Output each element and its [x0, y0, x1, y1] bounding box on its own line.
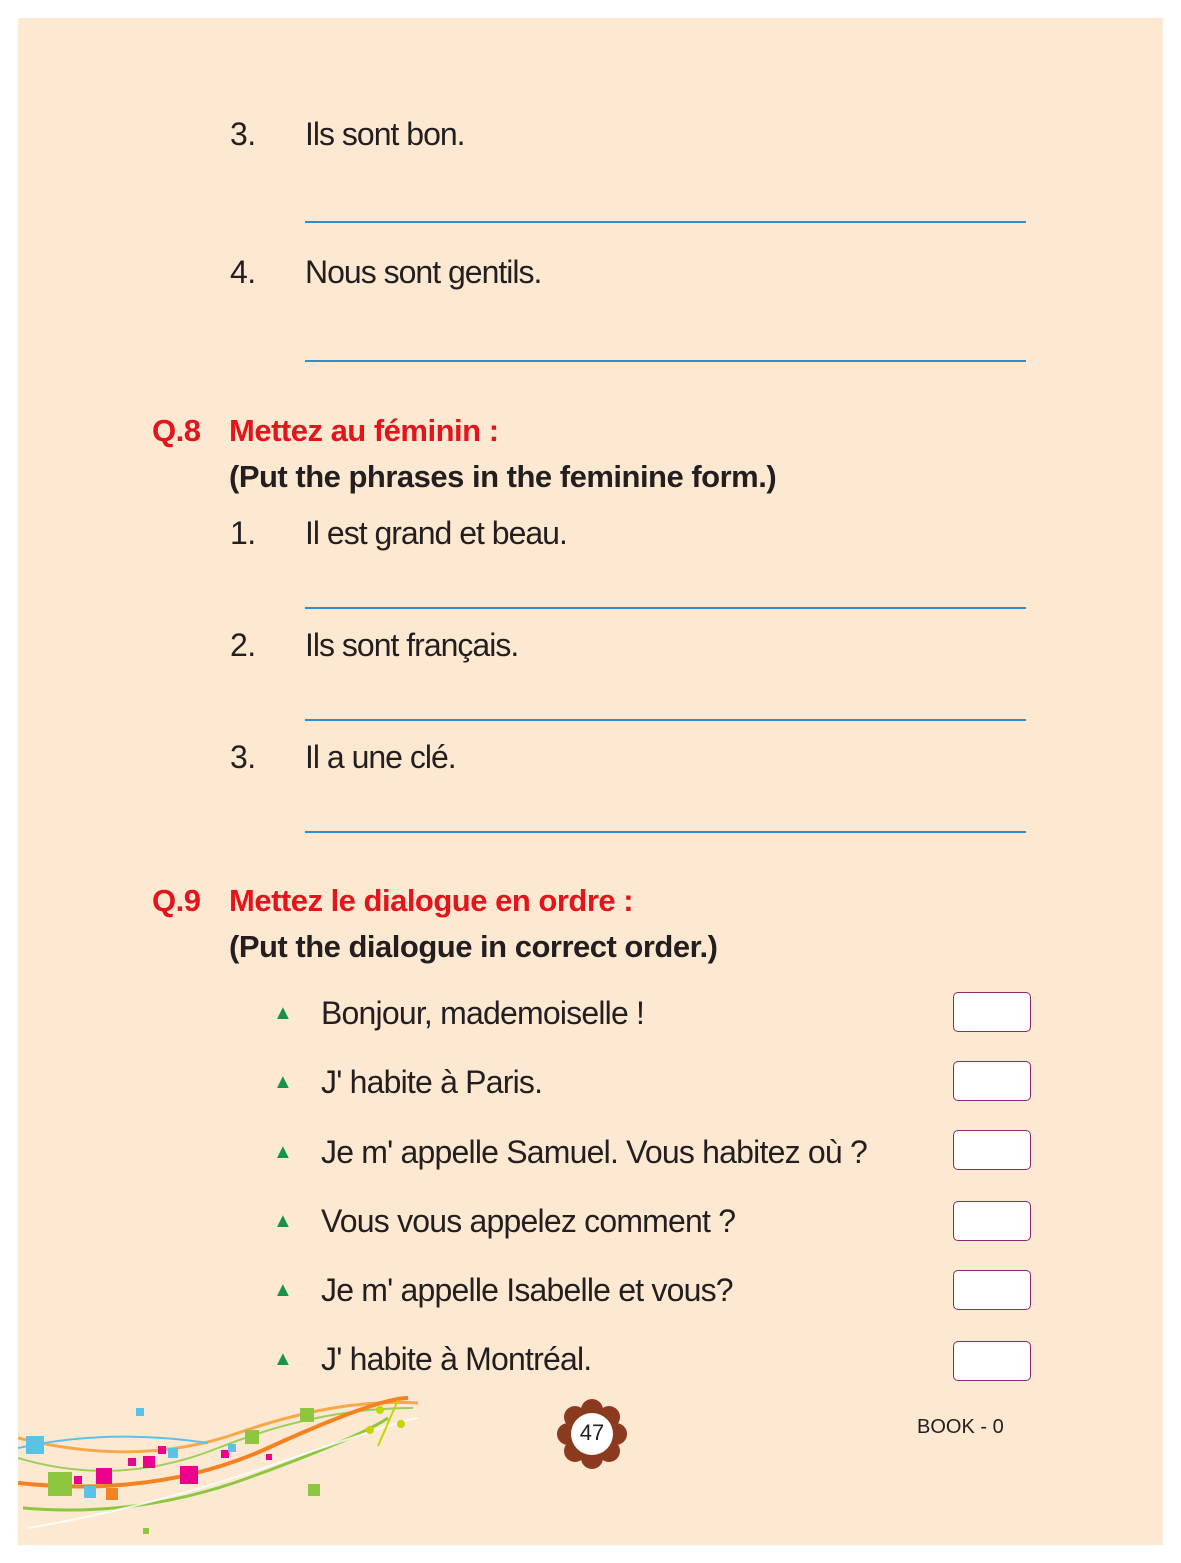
triangle-bullet-icon: ▲	[273, 1210, 293, 1232]
answer-line[interactable]	[305, 831, 1026, 833]
answer-line[interactable]	[305, 360, 1026, 362]
triangle-bullet-icon: ▲	[273, 1071, 293, 1093]
dialogue-line: J' habite à Paris.	[321, 1064, 543, 1100]
dialogue-line: Je m' appelle Samuel. Vous habitez où ?	[321, 1134, 867, 1170]
page-number: 47	[579, 1420, 605, 1445]
question-number: Q.9	[152, 883, 201, 918]
triangle-bullet-icon: ▲	[273, 1002, 293, 1024]
order-answer-box[interactable]	[953, 1270, 1031, 1310]
question-subtitle: (Put the phrases in the feminine form.)	[229, 459, 777, 494]
triangle-bullet-icon: ▲	[273, 1141, 293, 1163]
triangle-bullet-icon: ▲	[273, 1348, 293, 1370]
order-answer-box[interactable]	[953, 992, 1031, 1032]
item-number: 4.	[230, 254, 256, 290]
item-text: Il a une clé.	[305, 739, 456, 775]
question-number: Q.8	[152, 413, 201, 448]
triangle-bullet-icon: ▲	[273, 1279, 293, 1301]
item-text: Il est grand et beau.	[305, 515, 567, 551]
item-number: 3.	[230, 739, 256, 775]
answer-line[interactable]	[305, 607, 1026, 609]
item-text: Ils sont français.	[305, 627, 519, 663]
dialogue-line: Vous vous appelez comment ?	[321, 1203, 736, 1239]
dialogue-line: J' habite à Montréal.	[321, 1341, 592, 1377]
book-label: BOOK - 0	[917, 1416, 1004, 1438]
order-answer-box[interactable]	[953, 1201, 1031, 1241]
item-number: 2.	[230, 627, 256, 663]
workbook-page	[18, 18, 1163, 1545]
question-subtitle: (Put the dialogue in correct order.)	[229, 929, 718, 964]
answer-line[interactable]	[305, 221, 1026, 223]
answer-line[interactable]	[305, 719, 1026, 721]
order-answer-box[interactable]	[953, 1341, 1031, 1381]
dialogue-line: Bonjour, mademoiselle !	[321, 995, 645, 1031]
question-title: Mettez le dialogue en ordre :	[229, 883, 634, 918]
order-answer-box[interactable]	[953, 1061, 1031, 1101]
item-text: Ils sont bon.	[305, 116, 465, 152]
dialogue-line: Je m' appelle Isabelle et vous?	[321, 1272, 733, 1308]
item-number: 3.	[230, 116, 256, 152]
question-title: Mettez au féminin :	[229, 413, 499, 448]
item-number: 1.	[230, 515, 256, 551]
item-text: Nous sont gentils.	[305, 254, 542, 290]
order-answer-box[interactable]	[953, 1130, 1031, 1170]
decorative-swirl-graphic	[18, 1388, 438, 1545]
